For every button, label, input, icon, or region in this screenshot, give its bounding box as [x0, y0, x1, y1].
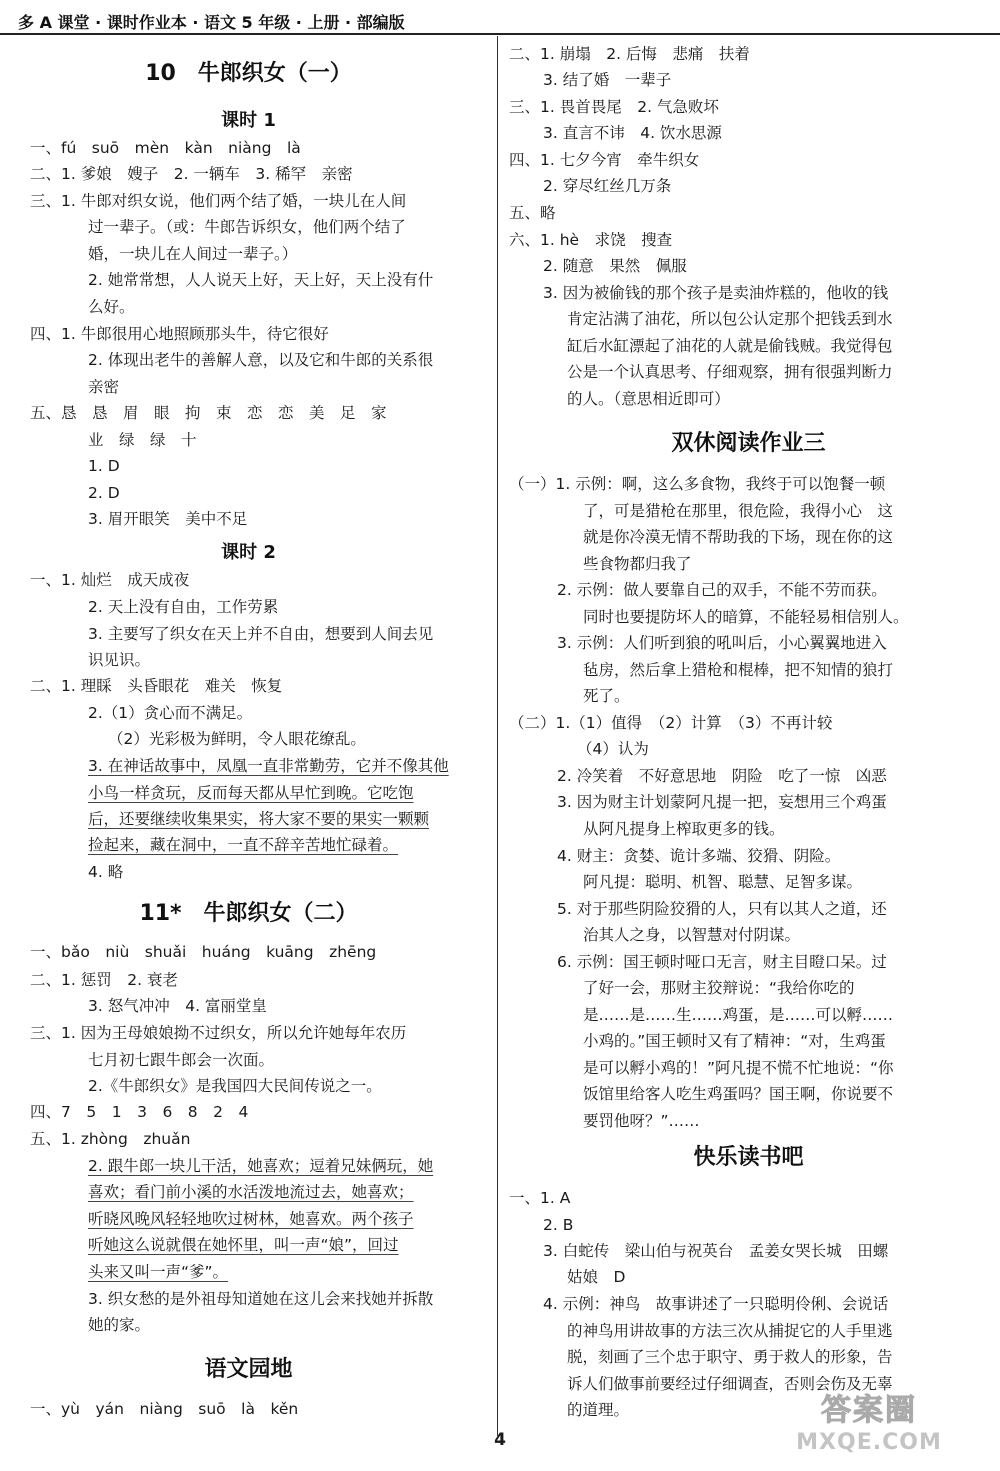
answer-line: 么好。	[88, 298, 135, 316]
answer-line: 三、1. 牛郎对织女说，他们两个结了婚，一块儿在人间	[30, 192, 407, 210]
answer-line: 4. 财主：贪婪、诡计多端、狡猾、阴险。	[557, 847, 841, 865]
answer-line: 4. 示例：神鸟 故事讲述了一只聪明伶俐、会说话	[543, 1295, 889, 1313]
watermark	[774, 1391, 964, 1461]
answer-line: （4）认为	[577, 740, 649, 758]
answer-line: 一、1. 灿烂 成天成夜	[30, 571, 190, 589]
section-subtitle: 课时 1	[221, 110, 276, 131]
column-divider	[497, 36, 498, 1436]
answer-line: 2. B	[543, 1216, 574, 1234]
answer-line: 同时也要提防坏人的暗算，不能轻易相信别人。	[583, 608, 909, 626]
answer-line: 识见识。	[88, 651, 151, 669]
answer-line: 四、7 5 1 3 6 8 2 4	[30, 1103, 249, 1121]
answer-line: 2. 天上没有自由，工作劳累	[88, 598, 279, 616]
answer-line: 3. 在神话故事中，凤凰一直非常勤劳，它并不像其他	[88, 757, 449, 775]
answer-line: 脱，刻画了三个忠于职守、勇于救人的形象，告	[567, 1348, 893, 1366]
answer-line: 3. 因为财主计划蒙阿凡提一把，妄想用三个鸡蛋	[557, 793, 887, 811]
answer-line: 3. 怒气冲冲 4. 富丽堂皇	[88, 997, 267, 1015]
answer-line: 诉人们做事前要经过仔细调查，否则会伤及无辜	[567, 1375, 893, 1393]
answer-line: 饭馆里给客人吃生鸡蛋吗？国王啊，你说要不	[583, 1085, 894, 1103]
answer-line: 一、1. A	[509, 1189, 571, 1207]
answer-line: 五、1. zhòng zhuǎn	[30, 1130, 191, 1148]
answer-line: 二、1. 理睬 头昏眼花 难关 恢复	[30, 677, 283, 695]
answer-line: 了，可是猎枪在那里，很危险，我得小心 这	[583, 502, 894, 520]
answer-line: 三、1. 因为王母娘娘拗不过织女，所以允许她每年农历	[30, 1024, 407, 1042]
answer-line: 3. 主要写了织女在天上并不自由，想要到人间去见	[88, 625, 434, 643]
answer-line: 五、恳 恳 眉 眼 拘 束 恋 恋 美 足 家	[30, 404, 387, 422]
answer-line: 2. D	[88, 484, 120, 502]
answer-line: 二、1. 爹娘 嫂子 2. 一辆车 3. 稀罕 亲密	[30, 165, 353, 183]
answer-line: 死了。	[583, 687, 630, 705]
answer-line: 七月初七跟牛郎会一次面。	[88, 1051, 275, 1069]
answer-line: 3. 结了婚 一辈子	[543, 71, 672, 89]
answer-line: 头来又叫一声“爹”。	[88, 1263, 229, 1281]
page-header: 多 A 课堂 · 课时作业本 · 语文 5 年级 · 上册 · 部编版	[18, 13, 405, 32]
answer-line: 要罚他呀？”……	[583, 1112, 700, 1130]
answer-line: 了好一会，那财主狡辩说：“我给你吃的	[583, 979, 855, 997]
answer-line: 3. 眉开眼笑 美中不足	[88, 510, 248, 528]
answer-line: 业 绿 绿 十	[88, 431, 197, 449]
answer-line: 2. 体现出老牛的善解人意，以及它和牛郎的关系很	[88, 351, 434, 369]
answer-line: 公是一个认真思考、仔细观察，拥有很强判断力	[567, 363, 893, 381]
answer-line: 一、fú suō mèn kàn niàng là	[30, 139, 301, 157]
answer-line: （二）1.（1）值得 （2）计算 （3）不再计较	[509, 714, 833, 732]
answer-line: 2. 示例：做人要靠自己的双手，不能不劳而获。	[557, 581, 887, 599]
answer-line: 听她这么说就偎在她怀里，叫一声“娘”，回过	[88, 1236, 399, 1254]
answer-line: 2. 穿尽红丝几万条	[543, 177, 672, 195]
answer-line: （2）光彩极为鲜明，令人眼花缭乱。	[108, 730, 366, 748]
section-title: 11* 牛郎织女（二）	[139, 901, 358, 926]
answer-line: 3. 白蛇传 梁山伯与祝英台 孟姜女哭长城 田螺	[543, 1242, 889, 1260]
section-title: 10 牛郎织女（一）	[145, 61, 352, 86]
answer-line: 从阿凡提身上榨取更多的钱。	[583, 820, 785, 838]
section-title: 语文园地	[204, 1357, 293, 1382]
answer-line: 3. 织女愁的是外祖母知道她在这儿会来找她并拆散	[88, 1290, 434, 1308]
answer-line: 5. 对于那些阴险狡猾的人，只有以其人之道，还	[557, 900, 887, 918]
answer-line: 一、yù yán niàng suō là kěn	[30, 1400, 299, 1418]
answer-line: 2. 冷笑着 不好意思地 阴险 吃了一惊 凶恶	[557, 767, 887, 785]
answer-line: 二、1. 崩塌 2. 后悔 悲痛 扶着	[509, 45, 750, 63]
answer-line: 2.《牛郎织女》是我国四大民间传说之一。	[88, 1077, 382, 1095]
answer-line: 小鸟一样贪玩，反而每天都从早忙到晚。它吃饱	[88, 784, 414, 802]
answer-line: 是可以孵小鸡的！”阿凡提不慌不忙地说：“你	[583, 1059, 894, 1077]
answer-line: 肯定沾满了油花，所以包公认定那个把钱丢到水	[567, 310, 893, 328]
answer-line: 的道理。	[567, 1401, 630, 1419]
page-number: 4	[494, 1430, 506, 1450]
answer-line: 小鸡的。”国王顿时又有了精神：“对，生鸡蛋	[583, 1032, 886, 1050]
answer-line: 听晓风晚风轻轻地吹过树林，她喜欢。两个孩子	[88, 1210, 414, 1228]
answer-line: 的人。（意思相近即可）	[567, 390, 730, 408]
answer-line: 3. 因为被偷钱的那个孩子是卖油炸糕的，他收的钱	[543, 284, 889, 302]
section-title: 双休阅读作业三	[671, 431, 826, 456]
answer-line: 是……是……生……鸡蛋，是……可以孵……	[583, 1006, 894, 1024]
section-subtitle: 课时 2	[221, 542, 276, 563]
answer-line: （一）1. 示例：啊，这么多食物，我终于可以饱餐一顿	[509, 475, 886, 493]
watermark-badge: 答案圈	[821, 1393, 917, 1428]
answer-line: 2. 随意 果然 佩服	[543, 257, 687, 275]
answer-line: 2.（1）贪心而不满足。	[88, 704, 253, 722]
section-title: 快乐读书吧	[693, 1145, 804, 1170]
answer-line: 六、1. hè 求饶 搜查	[509, 231, 673, 249]
answer-line: 就是你冷漠无情不帮助我的下场，现在你的这	[583, 528, 894, 546]
answer-line: 6. 示例：国王顿时哑口无言，财主目瞪口呆。过	[557, 953, 887, 971]
answer-line: 四、1. 牛郎很用心地照顾那头牛，待它很好	[30, 325, 329, 343]
answer-line: 1. D	[88, 457, 120, 475]
answer-line: 一、bǎo niù shuǎi huáng kuāng zhēng	[30, 943, 377, 961]
answer-line: 过一辈子。（或：牛郎告诉织女，他们两个结了	[88, 218, 406, 236]
answer-line: 缸后水缸漂起了油花的人就是偷钱贼。我觉得包	[567, 337, 893, 355]
answer-line: 治其人之身，以智慧对付阴谋。	[583, 926, 801, 944]
answer-line: 她的家。	[88, 1316, 151, 1334]
header-rule	[0, 33, 1000, 35]
answer-line: 四、1. 七夕今宵 牵牛织女	[509, 151, 700, 169]
answer-line: 姑娘 D	[567, 1268, 626, 1286]
answer-line: 二、1. 惩罚 2. 衰老	[30, 971, 178, 989]
answer-line: 2. 她常常想，人人说天上好，天上好，天上没有什	[88, 271, 434, 289]
answer-line: 捡起来，藏在洞中，一直不辞辛苦地忙碌着。	[88, 836, 399, 854]
answer-line: 喜欢；看门前小溪的水活泼地流过去，她喜欢；	[88, 1183, 414, 1201]
answer-line: 婚，一块儿在人间过一辈子。）	[88, 245, 298, 263]
answer-line: 2. 跟牛郎一块儿干活，她喜欢；逗着兄妹俩玩，她	[88, 1157, 434, 1175]
answer-line: 亲密	[88, 378, 120, 396]
answer-line: 阿凡提：聪明、机智、聪慧、足智多谋。	[583, 873, 863, 891]
answer-line: 后，还要继续收集果实，将大家不要的果实一颗颗	[88, 810, 430, 828]
answer-line: 毡房，然后拿上猎枪和棍棒，把不知情的狼打	[583, 661, 894, 679]
answer-line: 的神鸟用讲故事的方法三次从捕捉它的人手里逃	[567, 1322, 893, 1340]
answer-line: 3. 直言不讳 4. 饮水思源	[543, 124, 722, 142]
watermark-url: MXQE.COM	[796, 1430, 942, 1455]
answer-line: 3. 示例：人们听到狼的吼叫后，小心翼翼地进入	[557, 634, 887, 652]
answer-line: 三、1. 畏首畏尾 2. 气急败坏	[509, 98, 719, 116]
answer-line: 五、略	[509, 204, 556, 222]
answer-line: 4. 略	[88, 863, 124, 881]
answer-line: 些食物都归我了	[583, 555, 692, 573]
